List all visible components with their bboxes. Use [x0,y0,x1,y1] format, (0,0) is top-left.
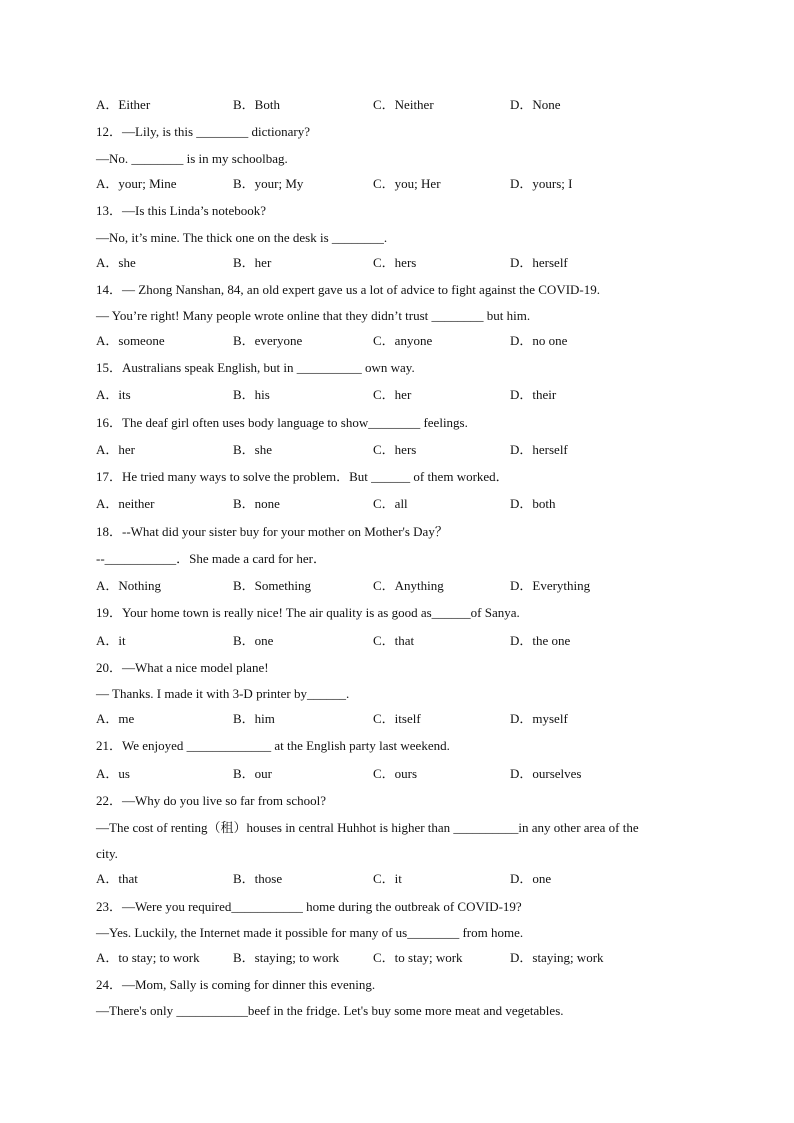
answer-option-d: D．no one [510,333,568,348]
answer-options-row [0,633,794,649]
answer-option-a: A．she [96,255,136,270]
answer-option-d: D．herself [510,255,568,270]
answer-option-d: D．yours; I [510,176,573,191]
answer-option-b: B．your; My [233,176,304,191]
answer-options-row [0,176,794,192]
question-text-line: 16．The deaf girl often uses body language to show________ feelings. [96,415,468,430]
answer-option-d: D．herself [510,442,568,457]
answer-option-b: B．she [233,442,273,457]
answer-option-b: B．none [233,496,280,511]
answer-option-a: A．your; Mine [96,176,177,191]
question-text-line: 23．—Were you required___________ home during the outbreak of COVID-19? [96,899,522,914]
answer-option-d: D．one [510,871,552,886]
answer-option-c: C．itself [373,711,421,726]
answer-options-row [0,442,794,458]
answer-option-c: C．it [373,871,402,886]
answer-option-c: C．her [373,387,412,402]
question-text-line: 24．—Mom, Sally is coming for dinner this evening. [96,977,376,992]
answer-option-c: C．hers [373,442,417,457]
question-text-line: —No. ________ is in my schoolbag. [96,151,288,166]
answer-option-a: A．us [96,766,130,781]
answer-option-b: B．Something [233,578,312,593]
answer-options-row [0,871,794,887]
answer-option-d: D．staying; work [510,950,604,965]
question-text-line: — Thanks. I made it with 3-D printer by______. [96,686,350,701]
answer-options-row [0,711,794,727]
answer-options-row [0,766,794,782]
answer-option-c: C．you; Her [373,176,441,191]
answer-option-c: C．that [373,633,415,648]
answer-option-a: A．it [96,633,126,648]
answer-option-b: B．one [233,633,274,648]
answer-option-d: D．myself [510,711,568,726]
question-text-line: 22．—Why do you live so far from school? [96,793,326,808]
answer-option-c: C．ours [373,766,418,781]
answer-option-d: D．Everything [510,578,591,593]
question-text-line: 17．He tried many ways to solve the problem．But ______ of them worked． [96,469,509,484]
question-text-line: — You’re right! Many people wrote online that they didn’t trust ________ but him. [96,308,531,323]
answer-options-row [0,387,794,403]
answer-option-b: B．her [233,255,272,270]
answer-option-b: B．everyone [233,333,303,348]
answer-option-c: C．to stay; work [373,950,463,965]
answer-option-c: C．Neither [373,97,434,112]
answer-option-b: B．those [233,871,283,886]
answer-option-c: C．hers [373,255,417,270]
question-text-line: 18．--What did your sister buy for your mother on Mother's Day？ [96,524,448,539]
question-text-line: 15．Australians speak English, but in __________ own way. [96,360,415,375]
answer-option-d: D．their [510,387,557,402]
answer-options-row [0,950,794,966]
answer-option-a: A．to stay; to work [96,950,200,965]
question-text-line: 19．Your home town is really nice! The air quality is as good as______of Sanya. [96,605,520,620]
answer-option-d: D．None [510,97,561,112]
question-text-line: 13．—Is this Linda’s notebook? [96,203,267,218]
question-text-line: 12．—Lily, is this ________ dictionary? [96,124,310,139]
question-text-line: —The cost of renting（租）houses in central Huhhot is higher than __________in any other area of the [96,820,639,835]
answer-option-a: A．neither [96,496,155,511]
answer-option-c: C．Anything [373,578,444,593]
answer-option-d: D．ourselves [510,766,582,781]
answer-options-row [0,578,794,594]
answer-option-b: B．our [233,766,273,781]
question-text-line: --___________．She made a card for her． [96,551,326,566]
answer-option-b: B．his [233,387,270,402]
answer-option-a: A．its [96,387,131,402]
answer-option-d: D．both [510,496,556,511]
answer-option-c: C．all [373,496,408,511]
answer-option-a: A．someone [96,333,165,348]
answer-options-row [0,496,794,512]
question-text-line: 20．—What a nice model plane! [96,660,269,675]
question-text-line: city. [96,846,118,861]
answer-option-a: A．that [96,871,138,886]
answer-option-d: D．the one [510,633,571,648]
answer-option-a: A．me [96,711,135,726]
answer-option-a: A．Nothing [96,578,162,593]
question-text-line: —No, it’s mine. The thick one on the desk is ________. [96,230,388,245]
answer-option-a: A．Either [96,97,151,112]
answer-option-a: A．her [96,442,135,457]
answer-option-c: C．anyone [373,333,433,348]
answer-option-b: B．staying; to work [233,950,340,965]
answer-options-row [0,333,794,349]
question-text-line: 14．— Zhong Nanshan, 84, an old expert gave us a lot of advice to fight against the COVID-19. [96,282,600,297]
question-text-line: —There's only ___________beef in the fridge. Let's buy some more meat and vegetables. [96,1003,564,1018]
question-text-line: 21．We enjoyed _____________ at the English party last weekend. [96,738,450,753]
answer-options-row [0,97,794,113]
answer-option-b: B．him [233,711,275,726]
answer-options-row [0,255,794,271]
answer-option-b: B．Both [233,97,280,112]
question-text-line: —Yes. Luckily, the Internet made it possible for many of us________ from home. [96,925,524,940]
